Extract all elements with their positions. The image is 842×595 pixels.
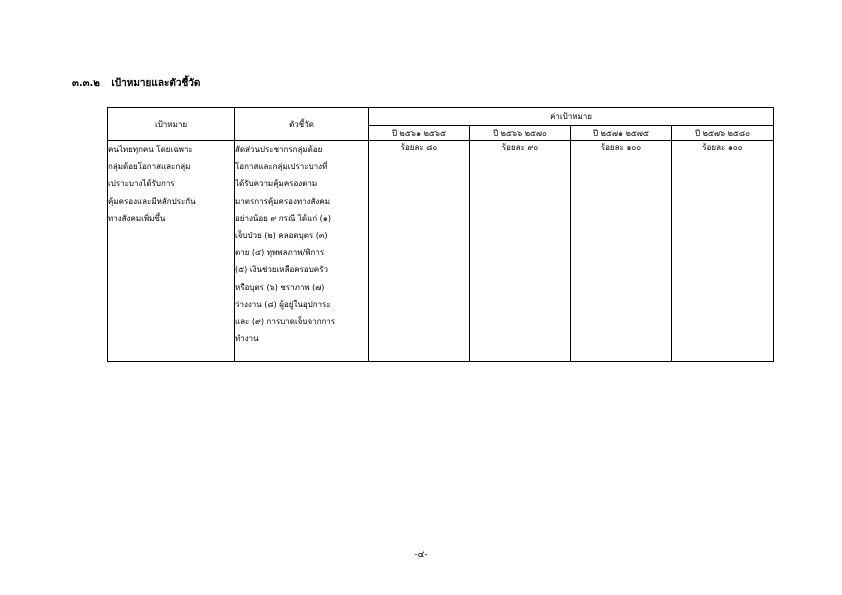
value-period-4: ร้อยละ ๑๐๐ <box>672 141 774 362</box>
indicator-line: ว่างงาน (๘) ผู้อยู่ในอุปการะ <box>235 299 331 309</box>
indicator-line: สัดส่วนประชากรกลุ่มด้อย <box>235 145 323 154</box>
value-period-2: ร้อยละ ๙๐ <box>470 141 571 362</box>
header-period-2: ปี ๒๕๖๖ ๒๕๗๐ <box>470 126 571 141</box>
header-indicator: ตัวชี้วัด <box>235 108 369 141</box>
target-line: คนไทยทุกคน โดยเฉพาะ <box>108 145 193 154</box>
target-line: เปราะบางได้รับการ <box>108 179 175 189</box>
header-period-1: ปี ๒๕๖๑ ๒๕๖๕ <box>369 126 470 141</box>
goals-table <box>107 107 774 362</box>
indicator-line: อย่างน้อย ๙ กรณี ได้แก่ (๑) <box>235 213 331 223</box>
indicator-line: ทำงาน <box>235 334 259 344</box>
indicator-line: และ (๙) การบาดเจ็บจากการ <box>235 317 336 327</box>
indicator-line: เจ็บป่วย (๒) คลอดบุตร (๓) <box>235 231 328 241</box>
target-line: กลุ่มด้อยโอกาสและกลุ่ม <box>108 162 191 172</box>
target-line: ทางสังคมเพิ่มขึ้น <box>108 213 166 223</box>
indicator-line: ได้รับความคุ้มครองตาม <box>235 179 318 189</box>
section-number: ๓.๓.๒ <box>72 78 100 89</box>
page-number: -๔- <box>414 550 428 560</box>
header-period-4: ปี ๒๕๗๖ ๒๕๘๐ <box>672 126 774 141</box>
target-cell <box>108 141 235 362</box>
section-title: เป้าหมายและตัวชี้วัด <box>111 78 201 89</box>
header-goal-value: ค่าเป้าหมาย <box>369 108 774 126</box>
indicator-line: มาตรการคุ้มครองทางสังคม <box>235 196 330 206</box>
header-period-3: ปี ๒๕๗๑ ๒๕๗๕ <box>571 126 672 141</box>
indicator-line: (๕) เงินช่วยเหลือครอบครัว <box>235 265 328 275</box>
indicator-line: โอกาสและกลุ่มเปราะบางที่ <box>235 162 328 172</box>
section-heading <box>72 76 200 91</box>
target-line: คุ้มครองและมีหลักประกัน <box>108 196 196 206</box>
value-period-1: ร้อยละ ๘๐ <box>369 141 470 362</box>
value-period-3: ร้อยละ ๑๐๐ <box>571 141 672 362</box>
header-target: เป้าหมาย <box>108 108 235 141</box>
indicator-cell <box>235 141 369 362</box>
indicator-line: ตาย (๔) ทุพพลภาพ/พิการ <box>235 248 325 258</box>
indicator-line: หรือบุตร (๖) ชราภาพ (๗) <box>235 282 325 292</box>
